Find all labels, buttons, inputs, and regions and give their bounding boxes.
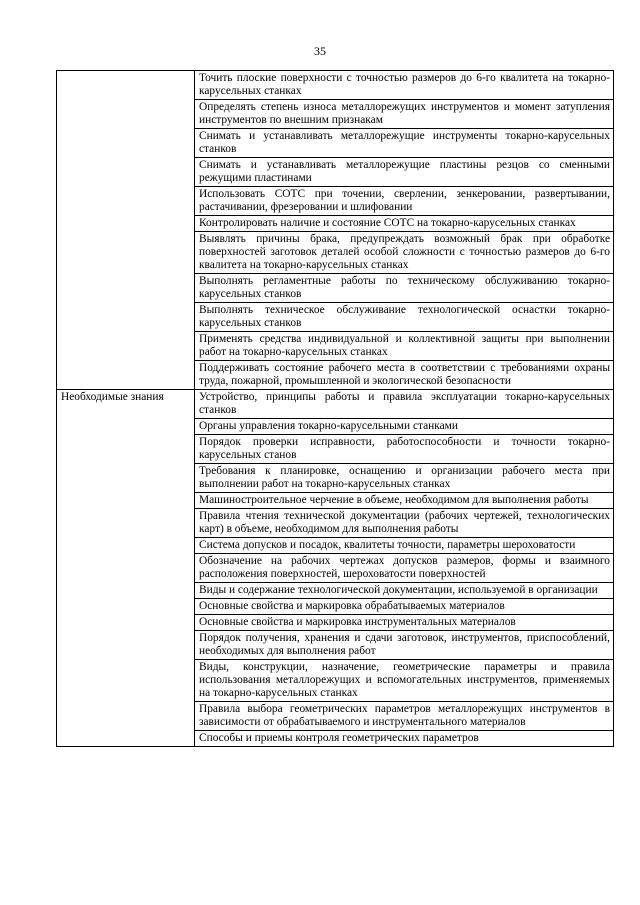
knowledge-item: Устройство, принципы работы и правила эксплуатации токарно-карусельных станков (195, 390, 614, 419)
knowledge-item: Обозначение на рабочих чертежах допусков размеров, формы и взаимного расположения поверхностей, шероховатости поверхностей (195, 554, 614, 583)
skill-item: Выполнять техническое обслуживание технологической оснастки токарно-карусельных станков (195, 303, 614, 332)
knowledge-item: Порядок проверки исправности, работоспособности и точности токарно-карусельных станов (195, 435, 614, 464)
knowledge-item: Правила чтения технической документации (рабочих чертежей, технологических карт) в объеме, необходимом для выполнения работы (195, 509, 614, 538)
knowledge-item: Виды и содержание технологической документации, используемой в организации (195, 583, 614, 599)
skill-item: Применять средства индивидуальной и коллективной защиты при выполнении работ на токарно-карусельных станках (195, 332, 614, 361)
skill-item: Снимать и устанавливать металлорежущие инструменты токарно-карусельных станков (195, 129, 614, 158)
knowledge-label: Необходимые знания (57, 390, 195, 747)
knowledge-item: Правила выбора геометрических параметров металлорежущих инструментов в зависимости от обрабатываемого и инструментального материалов (195, 702, 614, 731)
knowledge-item: Система допусков и посадок, квалитеты точности, параметры шероховатости (195, 538, 614, 554)
skill-item: Точить плоские поверхности с точностью размеров до 6-го квалитета на токарно-карусельных станках (195, 71, 614, 100)
knowledge-item: Виды, конструкции, назначение, геометрические параметры и правила использования металлорежущих и вспомогательных инструментов, применяемых на токарно-карусельных станках (195, 660, 614, 702)
knowledge-item: Органы управления токарно-карусельными станками (195, 419, 614, 435)
skill-item: Выявлять причины брака, предупреждать возможный брак при обработке поверхностей заготовок деталей особой сложности с точностью размеров до 6-го квалитета на токарно-карусельных станках (195, 232, 614, 274)
knowledge-item: Основные свойства и маркировка инструментальных материалов (195, 615, 614, 631)
skill-item: Снимать и устанавливать металлорежущие пластины резцов со сменными режущими пластинами (195, 158, 614, 187)
knowledge-item: Способы и приемы контроля геометрических параметров (195, 731, 614, 747)
knowledge-item: Машиностроительное черчение в объеме, необходимом для выполнения работы (195, 493, 614, 509)
skill-item: Определять степень износа металлорежущих инструментов и момент затупления инструментов по внешним признакам (195, 100, 614, 129)
competency-table (56, 70, 614, 747)
skill-item: Контролировать наличие и состояние СОТС на токарно-карусельных станках (195, 216, 614, 232)
knowledge-item: Порядок получения, хранения и сдачи заготовок, инструментов, приспособлений, необходимых для выполнения работ (195, 631, 614, 660)
skill-item: Использовать СОТС при точении, сверлении, зенкеровании, развертывании, растачивании, фрезеровании и шлифовании (195, 187, 614, 216)
table-row (57, 71, 614, 100)
knowledge-item: Требования к планировке, оснащению и организации рабочего места при выполнении работ на токарно-карусельных станках (195, 464, 614, 493)
skills-label-cell (57, 71, 195, 390)
page-number: 35 (314, 44, 326, 58)
skill-item: Поддерживать состояние рабочего места в соответствии с требованиями охраны труда, пожарной, промышленной и экологической безопасности (195, 361, 614, 390)
skill-item: Выполнять регламентные работы по техническому обслуживанию токарно-карусельных станков (195, 274, 614, 303)
table-row (57, 390, 614, 419)
knowledge-item: Основные свойства и маркировка обрабатываемых материалов (195, 599, 614, 615)
